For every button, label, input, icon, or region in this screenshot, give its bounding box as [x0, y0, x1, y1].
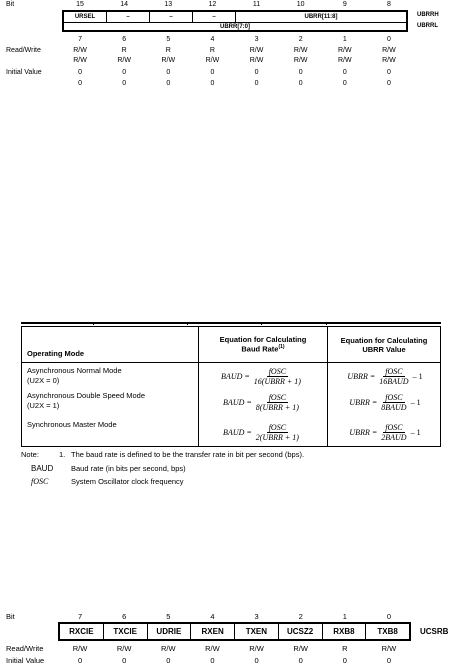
field-ursel: URSEL [64, 12, 107, 22]
init-value: 0 [122, 69, 127, 76]
bit-number: 11 [252, 1, 261, 8]
rw-value: R [342, 644, 348, 653]
bit-number: 6 [122, 36, 127, 43]
bit-number: 15 [76, 1, 84, 8]
init-value: 0 [210, 80, 215, 87]
ubrr-equation [331, 393, 439, 412]
init-value: 0 [122, 80, 127, 87]
init-value: 0 [386, 69, 391, 76]
rw-value: R/W [293, 644, 308, 653]
bit-number: 2 [298, 612, 303, 621]
baud-den: 8(UBRR + 1) [255, 403, 299, 412]
init-value: 0 [254, 80, 259, 87]
rw-value: R/W [73, 47, 87, 54]
init-value: 0 [166, 69, 171, 76]
header-baud-footnote: (1) [278, 344, 285, 351]
mode-sub: (U2X = 1) [27, 401, 60, 410]
field-udrie: UDRIE [148, 624, 192, 639]
init-value: 0 [210, 69, 215, 76]
rw-value: R/W [73, 57, 87, 64]
baud-equation [203, 423, 323, 442]
init-value: 0 [298, 656, 303, 665]
bit-number: 2 [298, 36, 303, 43]
rw-value: R/W [205, 644, 220, 653]
init-value: 0 [78, 69, 83, 76]
header-mode-cell [22, 327, 199, 362]
init-value: 0 [386, 656, 392, 665]
ubrr-rw-row1 [58, 47, 411, 54]
ubrr-num: fOSC [385, 393, 403, 402]
ubrr-low-bit-numbers [58, 36, 411, 43]
field-txb8: TXB8 [377, 627, 398, 636]
rw-value: R/W [205, 57, 220, 64]
fosc-symbol: fOSC [31, 477, 49, 486]
ubrr-rw-label: Read/Write [6, 47, 41, 54]
bit-number: 12 [208, 1, 217, 8]
ucsrb-bit-label: Bit [6, 612, 15, 621]
mode-name: Synchronous Master Mode [27, 420, 117, 429]
mode-row-label [27, 420, 117, 430]
rw-value: R/W [117, 57, 131, 64]
ubrr-high-bit-numbers [58, 1, 411, 8]
baud-equation [203, 393, 323, 412]
header-mode: Operating Mode [27, 349, 85, 358]
rw-value: R/W [293, 57, 308, 64]
ubrr-lhs: UBRR = [349, 428, 378, 437]
field-ucsz2: UCSZ2 [279, 624, 323, 639]
col-divider [198, 363, 199, 447]
note-label: Note: [21, 450, 39, 459]
mode-sub: (U2X = 0) [27, 376, 60, 385]
bit-number: 3 [254, 612, 259, 621]
ubrr-tail: – 1 [412, 372, 423, 381]
ubrr-init-label: Initial Value [6, 69, 42, 76]
rw-value: R/W [116, 644, 132, 653]
ubrr-num: fOSC [385, 423, 403, 432]
note-item-text: The baud rate is defined to be the transfer rate in bit per second (bps). [71, 450, 305, 459]
rw-value: R/W [249, 644, 264, 653]
field-rxb8: RXB8 [323, 624, 367, 639]
reg-name-ubrrl: UBRRL [417, 23, 438, 29]
baud-den: 2(UBRR + 1) [255, 433, 299, 442]
baud-lhs: BAUD = [221, 372, 250, 381]
header-ubrr-cell [328, 327, 440, 362]
rw-value: R [209, 47, 215, 54]
init-value: 0 [210, 656, 215, 665]
fosc-description: System Oscillator clock frequency [71, 477, 184, 486]
col-divider [327, 363, 328, 447]
bit-number: 4 [210, 612, 215, 621]
bit-number: 8 [386, 1, 391, 8]
ubrr-den: 2BAUD [381, 433, 407, 442]
bit-number: 4 [210, 36, 215, 43]
rw-value: R/W [382, 57, 396, 64]
ucsrb-rw-label: Read/Write [6, 644, 44, 653]
mode-name: Asynchronous Double Speed Mode [27, 391, 145, 400]
init-value: 0 [342, 80, 347, 87]
baud-num: fOSC [268, 393, 287, 402]
table-header-row [22, 327, 440, 363]
rw-value: R/W [381, 644, 397, 653]
field-ubrr-11-8: UBRR[11:8] [304, 14, 338, 20]
init-value: 0 [78, 80, 83, 87]
baud-symbol: BAUD [31, 464, 54, 473]
bit-number: 9 [342, 1, 347, 8]
ubrr-lhs: UBRR = [347, 372, 376, 381]
header-ubrr: Equation for Calculating UBRR Value [340, 335, 428, 354]
init-value: 0 [77, 656, 83, 665]
rw-value: R/W [161, 644, 176, 653]
ubrr-rw-row2 [58, 57, 411, 64]
ubrr-equation [331, 367, 439, 386]
init-value: 0 [386, 80, 391, 87]
baud-lhs: BAUD = [223, 428, 252, 437]
baud-num: fOSC [268, 423, 287, 432]
ubrr-init-row1 [58, 69, 411, 76]
ubrr-lhs: UBRR = [349, 398, 378, 407]
bit-number: 13 [164, 1, 173, 8]
rw-value: R/W [72, 644, 88, 653]
init-value: 0 [342, 69, 347, 76]
field-reserved: – [193, 12, 236, 22]
rw-value: R/W [249, 47, 264, 54]
init-value: 0 [298, 80, 303, 87]
baud-description: Baud rate (in bits per second, bps) [71, 464, 186, 473]
ucsrb-rw-row [58, 644, 411, 653]
note-item-number: 1. [59, 450, 66, 459]
baud-den: 16(UBRR + 1) [253, 377, 301, 386]
rw-value: R/W [338, 47, 352, 54]
field-reserved: – [150, 12, 193, 22]
init-value: 0 [166, 80, 171, 87]
field-rxcie: RXCIE [60, 624, 104, 639]
baud-num: fOSC [268, 367, 287, 376]
bit-number: 7 [78, 36, 83, 43]
init-value: 0 [166, 656, 171, 665]
bit-number: 5 [166, 36, 171, 43]
field-txen: TXEN [235, 624, 279, 639]
bit-number: 14 [120, 1, 129, 8]
init-value: 0 [254, 69, 259, 76]
ucsrb-init-row [58, 656, 411, 665]
ubrr-tail: – 1 [410, 398, 421, 407]
field-ubrr-7-0: UBRR[7:0] [220, 23, 250, 30]
bit-number: 10 [296, 1, 305, 8]
bit-number: 1 [342, 36, 347, 43]
ubrr-init-row2 [58, 80, 411, 87]
bit-number: 5 [166, 612, 171, 621]
ubrr-den: 8BAUD [381, 403, 407, 412]
ubrr-equation [331, 423, 439, 442]
ucsrb-register-box [58, 622, 411, 641]
rw-value: R/W [293, 47, 308, 54]
mode-name: Asynchronous Normal Mode [27, 366, 122, 375]
rw-value: R [165, 47, 171, 54]
rw-value: R/W [161, 57, 176, 64]
rw-value: R/W [338, 57, 352, 64]
ubrr-tail: – 1 [410, 428, 421, 437]
field-rxen: RXEN [191, 624, 235, 639]
field-reserved: – [107, 12, 150, 22]
bit-number: 6 [122, 612, 127, 621]
init-value: 0 [298, 69, 303, 76]
header-baud: Equation for Calculating Baud Rate [219, 335, 307, 354]
ubrr-register-box [62, 10, 408, 32]
mode-row-label [27, 391, 145, 411]
mode-row-label [27, 366, 122, 386]
rw-value: R/W [382, 47, 396, 54]
init-value: 0 [342, 656, 347, 665]
reg-name-ubrrh: UBRRH [417, 12, 439, 18]
bit-number: 7 [77, 612, 83, 621]
ubrr-den: 16BAUD [379, 377, 409, 386]
ucsrb-bit-numbers [58, 612, 411, 621]
bit-number: 1 [342, 612, 347, 621]
operating-mode-table [21, 326, 441, 447]
ubrr-bit-label: Bit [6, 1, 15, 8]
bit-number: 0 [386, 612, 392, 621]
bit-number: 3 [254, 36, 259, 43]
field-txcie: TXCIE [104, 624, 148, 639]
init-value: 0 [254, 656, 259, 665]
rw-value: R [121, 47, 127, 54]
ucsrb-init-label: Initial Value [6, 656, 45, 665]
baud-equation [203, 367, 323, 386]
rw-value: R/W [249, 57, 264, 64]
bit-number: 0 [386, 36, 391, 43]
init-value: 0 [122, 656, 127, 665]
ubrr-num: fOSC [385, 367, 403, 376]
reg-name-ucsrb: UCSRB [420, 627, 449, 636]
header-baud-cell [199, 327, 328, 362]
baud-lhs: BAUD = [223, 398, 252, 407]
